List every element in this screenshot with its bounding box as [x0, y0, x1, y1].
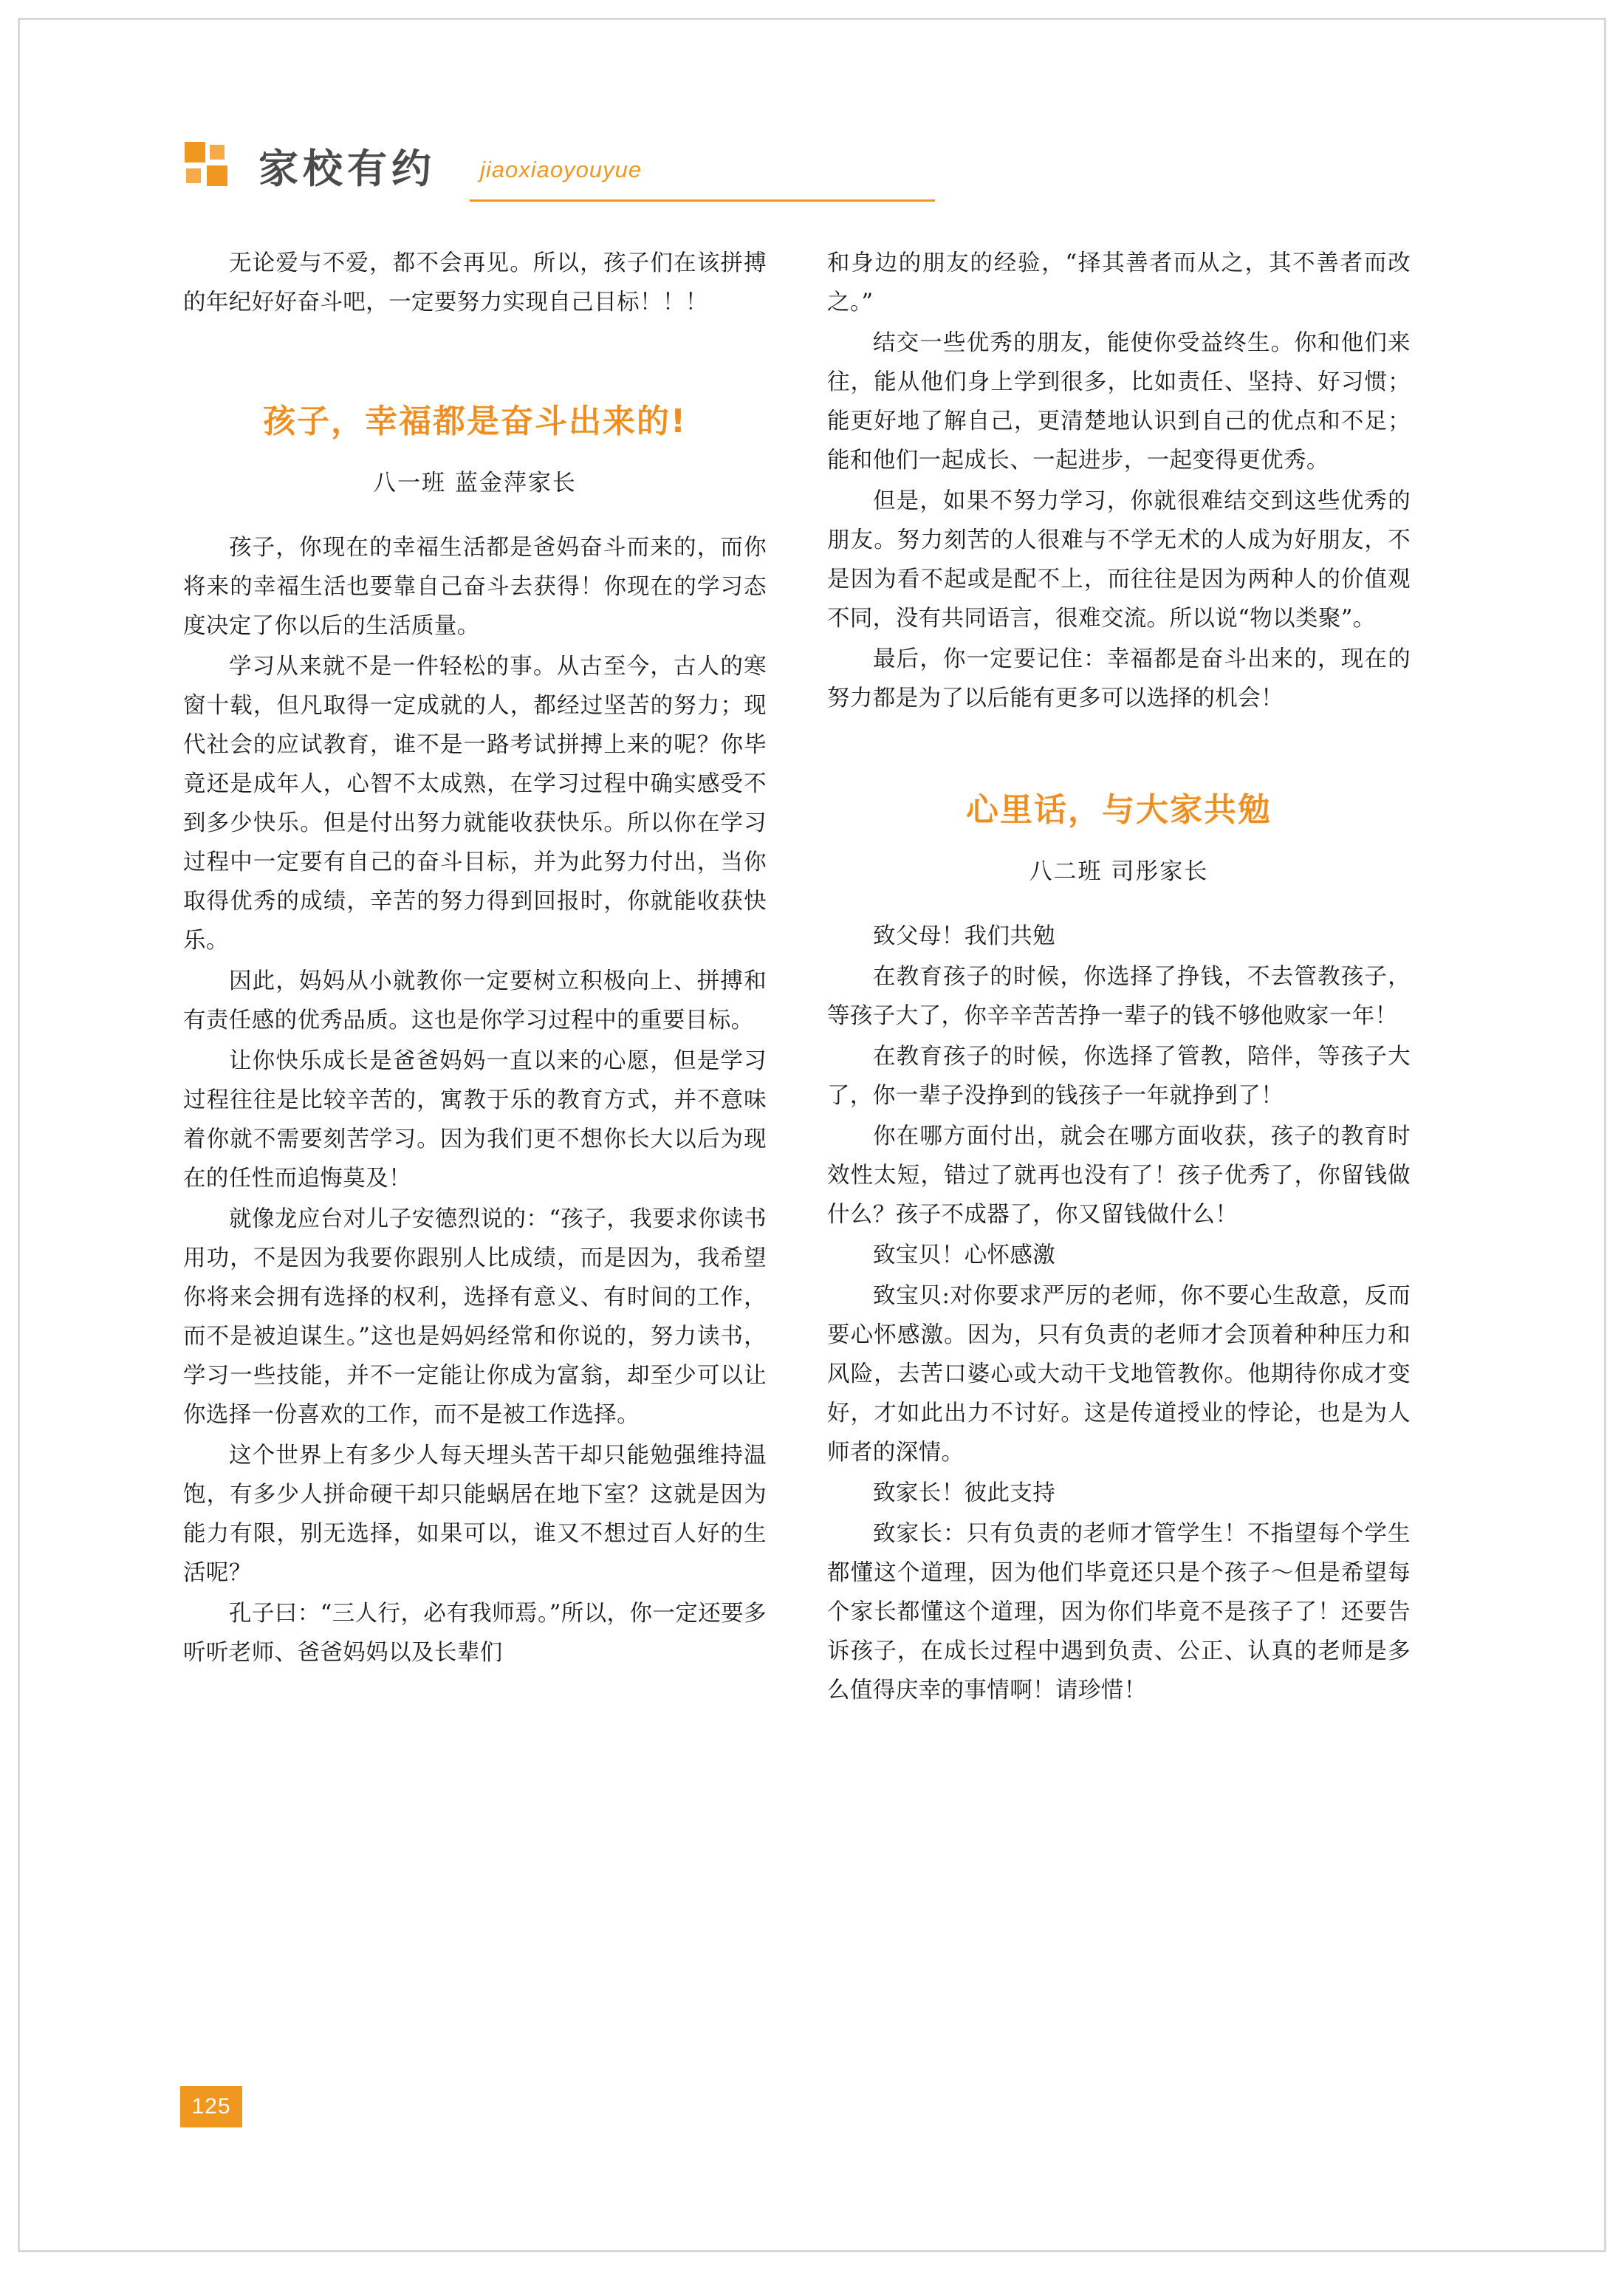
paragraph: 学习从来就不是一件轻松的事。从古至今，古人的寒窗十载，但凡取得一定成就的人，都经过坚苦的努力；现代社会的应试教育，谁不是一路考试拼搏上来的呢？你毕竟还是成年人，心智不太成熟，在学习过程中确实感受不到多少快乐。但是付出努力就能收获快乐。所以你在学习过程中一定要有自己的奋斗目标，并为此努力付出，当你取得优秀的成绩，辛苦的努力得到回报时，你就能收获快乐。 — [183, 654, 767, 954]
paragraph: 结交一些优秀的朋友，能使你受益终生。你和他们来往，能从他们身上学到很多，比如责任、坚持、好习惯；能更好地了解自己，更清楚地认识到自己的优点和不足；能和他们一起成长、一起进步，一起变得更优秀。 — [827, 330, 1411, 474]
spacer — [183, 497, 767, 528]
spacer — [183, 324, 767, 394]
spacer — [183, 442, 767, 464]
section-title: 家校有约 — [258, 146, 436, 192]
spacer — [827, 830, 1411, 852]
paragraph: 无论爱与不爱，都不会再见。所以，孩子们在该拼搏的年纪好好奋斗吧，一定要努力实现自己目标！！！ — [183, 250, 767, 315]
article-byline: 八一班 蓝金萍家长 — [373, 470, 577, 496]
paragraph: 你在哪方面付出，就会在哪方面收获，孩子的教育时效性太短，错过了就再也没有了！孩子优秀了，你留钱做什么？孩子不成器了，你又留钱做什么！ — [827, 1124, 1411, 1228]
paragraph: 孔子曰：“三人行，必有我师焉。”所以，你一定还要多听听老师、爸爸妈妈以及长辈们 — [183, 1601, 767, 1666]
paragraph: 致宝贝:对你要求严厉的老师，你不要心生敌意，反而要心怀感激。因为，只有负责的老师才会顶着种种压力和风险，去苦口婆心或大动干戈地管教你。他期待你成才变好，才如此出力不讨好。这是传道授业的悖论，也是为人师者的深情。 — [827, 1283, 1411, 1466]
paragraph: 这个世界上有多少人每天埋头苦干却只能勉强维持温饱，有多少人拼命硬干却只能蜗居在地下室？这就是因为能力有限，别无选择，如果可以，谁又不想过百人好的生活呢？ — [183, 1443, 767, 1586]
paragraph: 致家长：只有负责的老师才管学生！不指望每个学生都懂这个道理，因为他们毕竟还只是个孩子～但是希望每个家长都懂这个道理，因为你们毕竟不是孩子了！还要告诉孩子，在成长过程中遇到负责、公正、认真的老师是多么值得庆幸的事情啊！请珍惜！ — [827, 1521, 1411, 1703]
article-title: 心里话，与大家共勉 — [966, 791, 1272, 829]
spacer — [827, 886, 1411, 917]
paragraph: 让你快乐成长是爸爸妈妈一直以来的心愿，但是学习过程往往是比较辛苦的，寓教于乐的教育方式，并不意味着你就不需要刻苦学习。因为我们更不想你长大以后为现在的任性而追悔莫及！ — [183, 1048, 767, 1192]
paragraph: 在教育孩子的时候，你选择了挣钱，不去管教孩子，等孩子大了，你辛辛苦苦挣一辈子的钱不够他败家一年！ — [827, 964, 1411, 1029]
paragraph: 就像龙应台对儿子安德烈说的：“孩子，我要求你读书用功，不是因为我要你跟别人比成绩，而是因为，我希望你将来会拥有选择的权利，选择有意义、有时间的工作，而不是被迫谋生。”这也是妈妈经常和你说的，努力读书，学习一些技能，并不一定能让你成为富翁，却至少可以让你选择一份喜欢的工作，而不是被工作选择。 — [183, 1206, 767, 1428]
spacer — [827, 719, 1411, 783]
paragraph: 致宝贝！心怀感激 — [873, 1242, 1056, 1268]
paragraph: 在教育孩子的时候，你选择了管教，陪伴，等孩子大了，你一辈子没挣到的钱孩子一年就挣到了！ — [827, 1044, 1411, 1109]
left-column — [183, 244, 767, 1674]
page-header — [185, 131, 1440, 213]
paragraph: 孩子，你现在的幸福生活都是爸妈奋斗而来的，而你将来的幸福生活也要靠自己奋斗去获得！你现在的学习态度决定了你以后的生活质量。 — [183, 535, 767, 639]
page-number: 125 — [180, 2086, 242, 2127]
right-column — [827, 244, 1411, 1712]
four-squares-icon — [185, 142, 230, 188]
paragraph: 但是，如果不努力学习，你就很难结交到这些优秀的朋友。努力刻苦的人很难与不学无术的人成为好朋友，不是因为看不起或是配不上，而往往是因为两种人的价值观不同，没有共同语言，很难交流。所以说“物以类聚”。 — [827, 488, 1411, 632]
header-divider — [470, 199, 935, 202]
article-byline: 八二班 司彤家长 — [1029, 858, 1209, 885]
section-title-pinyin: jiaoxiaoyouyue — [480, 157, 643, 182]
paragraph: 致家长！彼此支持 — [873, 1480, 1056, 1506]
article-title: 孩子，幸福都是奋斗出来的! — [262, 403, 688, 440]
paragraph: 和身边的朋友的经验，“择其善者而从之，其不善者而改之。” — [827, 250, 1411, 315]
paragraph: 致父母！我们共勉 — [873, 923, 1056, 949]
paragraph: 因此，妈妈从小就教你一定要树立积极向上、拼搏和有责任感的优秀品质。这也是你学习过程中的重要目标。 — [183, 968, 767, 1033]
paragraph: 最后，你一定要记住：幸福都是奋斗出来的，现在的努力都是为了以后能有更多可以选择的机会！ — [827, 646, 1411, 711]
